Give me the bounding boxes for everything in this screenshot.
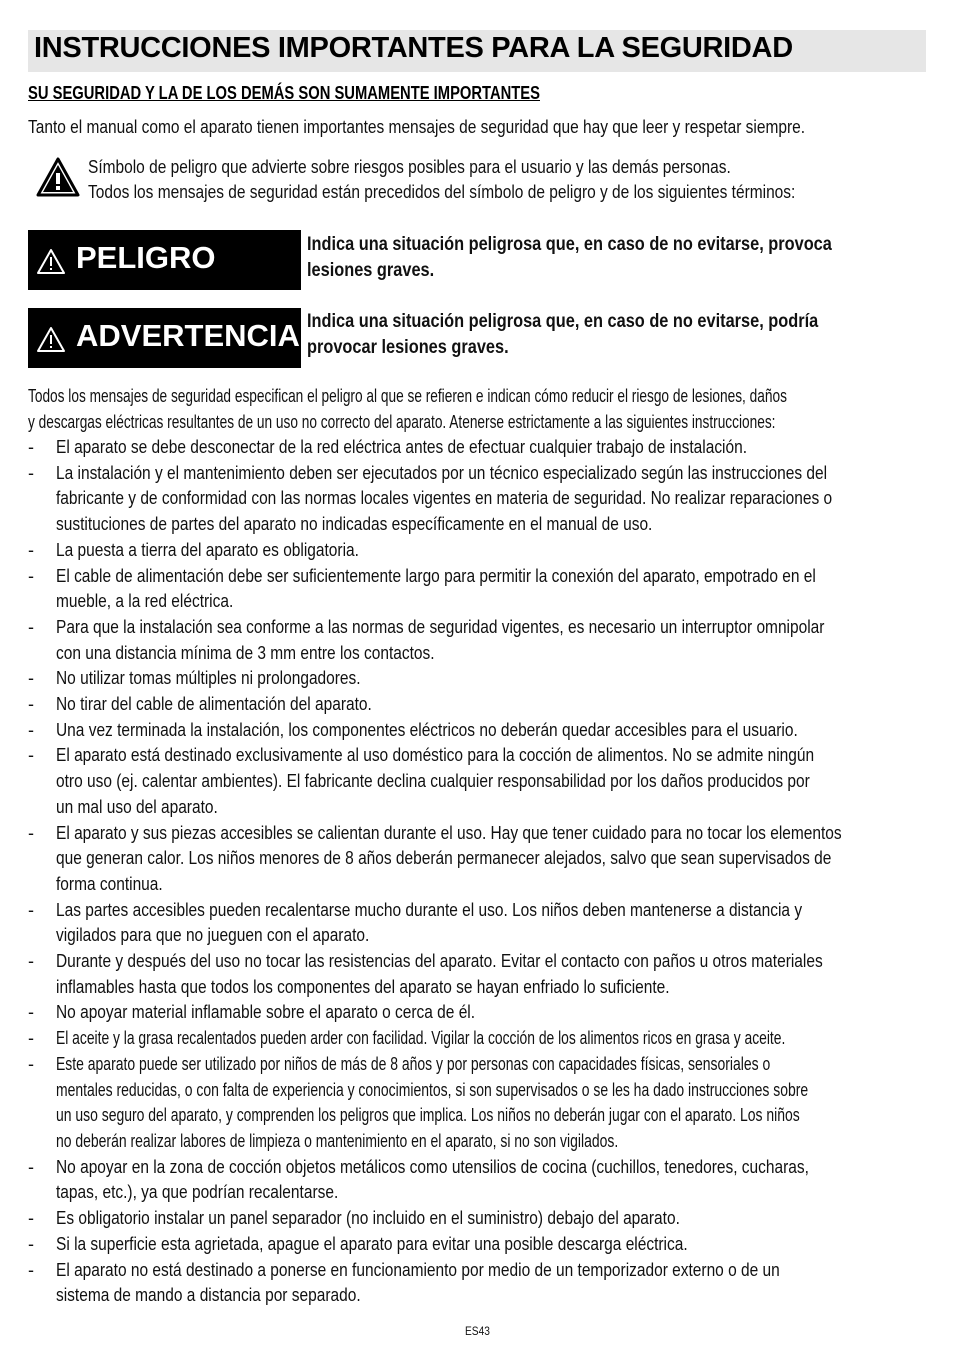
signal-box-peligro	[28, 230, 301, 290]
signal-word: PELIGRO	[76, 240, 216, 275]
signal-box-advertencia	[28, 308, 301, 368]
list-item	[28, 615, 928, 666]
list-item	[28, 564, 928, 615]
warning-triangle-icon	[36, 157, 80, 197]
list-item-line: inflamables hasta que todos los componentes del aparato se hayan enfriado lo suficiente.	[56, 976, 670, 997]
bullet-dash: -	[28, 1233, 34, 1254]
list-item-line: un uso seguro del aparato, y comprenden los peligros que implica. Los niños no deberán jugar con el aparato. Los niños	[56, 1105, 800, 1126]
bullet-dash: -	[28, 437, 34, 457]
list-item-line: El aparato está destinado exclusivamente al uso doméstico para la cocción de alimentos. No se admite ningún	[56, 745, 815, 766]
list-item-line: sustituciones de partes del aparato no indicadas específicamente en el manual de uso.	[56, 514, 653, 535]
bullet-dash: -	[28, 745, 34, 766]
list-item-line: Durante y después del uso no tocar las resistencias del aparato. Evitar el contacto con paños u otros materiales	[56, 951, 823, 972]
page-title: INSTRUCCIONES IMPORTANTES PARA LA SEGURIDAD	[34, 32, 793, 64]
list-item-line: La instalación y el mantenimiento deben ser ejecutados por un técnico especializado según las instrucciones del	[56, 462, 828, 483]
list-item-line: El aceite y la grasa recalentados pueden arder con facilidad. Vigilar la cocción de los alimentos ricos en grasa y aceite.	[56, 1028, 786, 1049]
list-item	[28, 435, 928, 461]
symbol-line-2: Todos los mensajes de seguridad están precedidos del símbolo de peligro y de los siguientes términos:	[88, 182, 796, 202]
bullet-dash: -	[28, 694, 34, 715]
list-item	[28, 1206, 928, 1232]
bullet-dash: -	[28, 668, 34, 689]
list-item-line: No tirar del cable de alimentación del aparato.	[56, 694, 372, 715]
title-bar	[28, 30, 926, 72]
list-item-line: El aparato y sus piezas accesibles se calientan durante el uso. Hay que tener cuidado para no tocar los elementos	[56, 822, 842, 843]
list-item-line: Las partes accesibles pueden recalentarse mucho durante el uso. Los niños deben mantenerse a distancia y	[56, 899, 803, 920]
list-item	[28, 1232, 928, 1258]
list-item	[28, 1026, 928, 1052]
list-item-line: no deberán realizar labores de limpieza o mantenimiento en el aparato, si no son vigilados.	[56, 1130, 619, 1151]
list-item-line: tapas, etc.), ya que podrían recalentarse.	[56, 1182, 339, 1203]
bullet-dash: -	[28, 462, 34, 483]
signal-desc-line: Indica una situación peligrosa que, en caso de no evitarse, podría	[307, 311, 819, 332]
list-item-line: No apoyar material inflamable sobre el aparato o cerca de él.	[56, 1002, 476, 1023]
list-item-line: vigilados para que no jueguen con el aparato.	[56, 925, 370, 946]
signal-word: ADVERTENCIA	[76, 318, 300, 353]
list-item-line: No utilizar tomas múltiples ni prolongadores.	[56, 668, 361, 689]
bullet-dash: -	[28, 822, 34, 843]
signal-desc-line: lesiones graves.	[307, 260, 435, 281]
list-item-line: No apoyar en la zona de cocción objetos metálicos como utensilios de cocina (cuchillos, tenedores, cucharas,	[56, 1156, 809, 1177]
list-item-line: Para que la instalación sea conforme a las normas de seguridad vigentes, es necesario un interruptor omnipolar	[56, 616, 825, 637]
paragraph-line: y descargas eléctricas resultantes de un uso no correcto del aparato. Atenerse estrictamente a las siguientes instrucciones:	[28, 412, 776, 432]
bullet-dash: -	[28, 1208, 34, 1229]
paragraph-line: Todos los mensajes de seguridad especifican el peligro al que se refieren e indican cómo reducir el riesgo de lesiones, daños	[28, 386, 787, 406]
list-item	[28, 538, 928, 564]
list-item-line: mentales reducidas, o con falta de experiencia y conocimientos, si son supervisados o se les ha dado instrucciones sobre	[56, 1079, 809, 1100]
list-item-line: El aparato se debe desconectar de la red eléctrica antes de efectuar cualquier trabajo de instalación.	[56, 437, 748, 457]
bullet-dash: -	[28, 1002, 34, 1023]
bullet-dash: -	[28, 1259, 34, 1280]
list-item	[28, 1155, 928, 1206]
list-item-line: El cable de alimentación debe ser suficientemente largo para permitir la conexión del aparato, empotrado en el	[56, 565, 816, 586]
list-item	[28, 1000, 928, 1026]
symbol-line-1: Símbolo de peligro que advierte sobre riesgos posibles para el usuario y las demás personas.	[88, 157, 731, 177]
bullet-dash: -	[28, 1053, 34, 1074]
list-item	[28, 692, 928, 718]
list-item	[28, 949, 928, 1000]
signal-desc-line: Indica una situación peligrosa que, en caso de no evitarse, provoca	[307, 234, 832, 255]
list-item	[28, 1052, 928, 1155]
list-item-line: con una distancia mínima de 3 mm entre los contactos.	[56, 642, 435, 663]
list-item-line: Este aparato puede ser utilizado por niños de más de 8 años y por personas con capacidades físicas, sensoriales o	[56, 1053, 771, 1074]
list-item	[28, 1258, 928, 1309]
bullet-dash: -	[28, 1028, 34, 1049]
danger-symbol-explanation	[28, 155, 928, 207]
list-item	[28, 718, 928, 744]
list-item-line: El aparato no está destinado a ponerse en funcionamiento por medio de un temporizador externo o de un	[56, 1259, 780, 1280]
bullet-dash: -	[28, 719, 34, 740]
list-item	[28, 743, 928, 820]
bullet-dash: -	[28, 616, 34, 637]
bullet-dash: -	[28, 951, 34, 972]
section-subtitle: SU SEGURIDAD Y LA DE LOS DEMÁS SON SUMAMENTE IMPORTANTES	[28, 83, 541, 103]
list-item	[28, 898, 928, 949]
safety-instructions-list	[28, 435, 928, 1309]
intro-text: Tanto el manual como el aparato tienen importantes mensajes de seguridad que hay que leer y respetar siempre.	[28, 117, 806, 137]
signal-description-advertencia	[307, 309, 927, 361]
list-item-line: sistema de mando a distancia por separado.	[56, 1285, 361, 1306]
safety-paragraph	[28, 383, 954, 435]
signal-description-peligro	[307, 232, 927, 284]
bullet-dash: -	[28, 539, 34, 560]
signal-desc-line: provocar lesiones graves.	[307, 337, 509, 358]
list-item-line: un mal uso del aparato.	[56, 796, 218, 817]
list-item-line: que generan calor. Los niños menores de 8 años deberán permanecer alejados, salvo que sean supervisados de	[56, 848, 832, 869]
list-item-line: Una vez terminada la instalación, los componentes eléctricos no deberán quedar accesibles para el usuario.	[56, 719, 798, 740]
warning-triangle-icon	[36, 248, 66, 275]
list-item-line: mueble, a la red eléctrica.	[56, 591, 234, 612]
bullet-dash: -	[28, 565, 34, 586]
bullet-dash: -	[28, 1156, 34, 1177]
list-item-line: Si la superficie esta agrietada, apague el aparato para evitar una posible descarga eléctrica.	[56, 1233, 688, 1254]
warning-triangle-icon	[36, 326, 66, 353]
list-item-line: La puesta a tierra del aparato es obligatoria.	[56, 539, 359, 560]
list-item-line: Es obligatorio instalar un panel separador (no incluido en el suministro) debajo del aparato.	[56, 1208, 680, 1229]
bullet-dash: -	[28, 899, 34, 920]
list-item	[28, 461, 928, 538]
page-number: ES43	[465, 1324, 490, 1338]
list-item-line: forma continua.	[56, 873, 163, 894]
list-item-line: otro uso (ej. calentar ambientes). El fabricante declina cualquier responsabilidad por los daños producidos por	[56, 771, 810, 792]
list-item	[28, 821, 928, 898]
list-item	[28, 666, 928, 692]
list-item-line: fabricante y de conformidad con las normas locales vigentes en materia de seguridad. No realizar reparaciones o	[56, 488, 833, 509]
